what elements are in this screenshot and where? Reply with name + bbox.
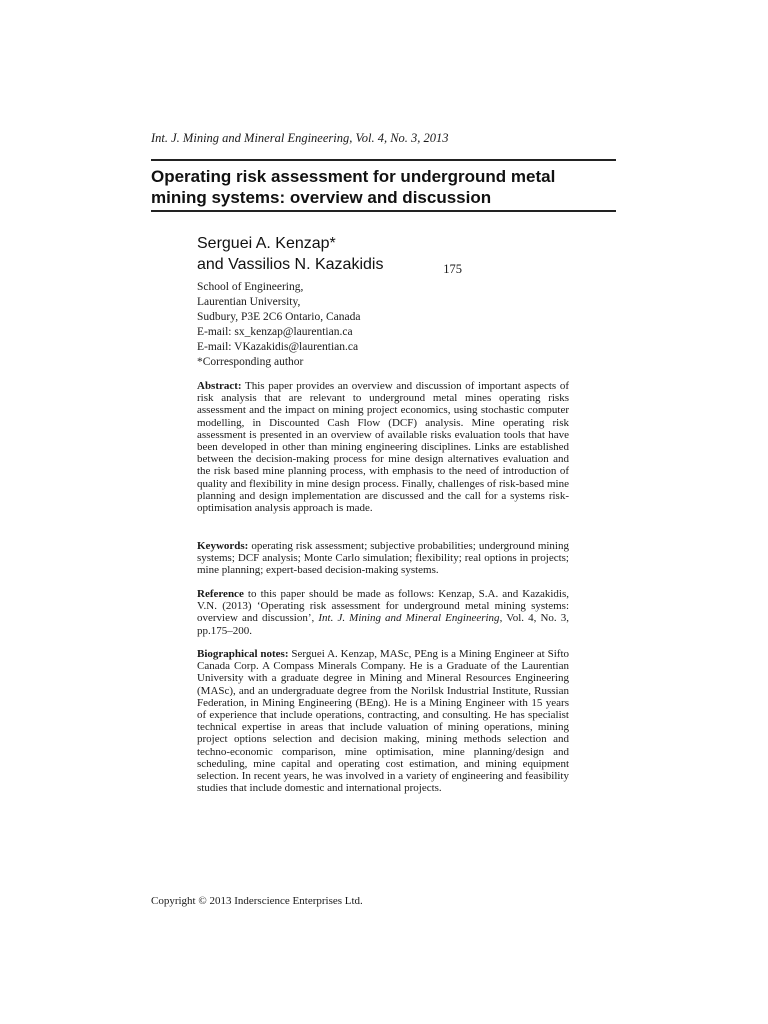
keywords [197,540,569,577]
reference [197,588,569,637]
reference-text: to this paper should be made as follows: Kenzap, S.A. and Kazakidis, V.N. (2013) ‘Operating risk assessment for underground metal mining systems: overview and discussion’, [197,588,570,625]
keywords-label: Keywords: [197,540,249,552]
title-rule-top [151,159,616,161]
author-line: and Vassilios N. Kazakidis [197,256,384,273]
affiliation-line: School of Engineering, [197,281,304,293]
author-line: Serguei A. Kenzap* [197,235,336,252]
paper-title [151,166,616,208]
affiliation-line: Laurentian University, [197,296,301,308]
bio-label: Biographical notes: [197,648,289,660]
affiliation [197,280,597,370]
abstract [197,380,569,514]
bio-text: Serguei A. Kenzap, MASc, PEng is a Mining Engineer at Sifto Canada Corp. A Compass Minerals Company. He is a Graduate of the Laurentian University with a graduate degree in Mining and Mineral Resources Engineering (MASc), and an undergraduate degree from the Norilsk Industrial Institute, Russian Federation, in Mining Engineering (BEng). He is a Mining Engineer with 15 years of experience that include operations, contracting, and consulting. He has specialist technical expertise in areas that include valuation of mining operations, mining project options selection and decision making, mining methods selection and techno-economic comparison, mine optimisation, mine planning/design and scheduling, mine capital and operating cost estimation, and mining equipment selection. In recent years, he was involved in a variety of engineering and feasibility studies that include domestic and international projects. [197,648,569,795]
abstract-label: Abstract: [197,380,242,392]
copyright: Copyright © 2013 Inderscience Enterprises Ltd. [151,895,363,907]
authors [197,233,597,275]
page-number: 175 [443,262,462,276]
affiliation-line: Sudbury, P3E 2C6 Ontario, Canada [197,311,361,323]
title-line: Operating risk assessment for underground metal [151,167,556,186]
title-line: mining systems: overview and discussion [151,188,492,207]
corresponding-author-note: *Corresponding author [197,356,304,368]
journal-citation: Int. J. Mining and Mineral Engineering, Vol. 4, No. 3, 2013 [151,131,449,145]
email-line: E-mail: sx_kenzap@laurentian.ca [197,326,353,338]
reference-label: Reference [197,588,244,600]
title-rule-bottom [151,210,616,212]
email-line: E-mail: VKazakidis@laurentian.ca [197,341,359,353]
reference-journal: Int. J. Mining and Mineral Engineering [318,612,500,625]
biographical-notes [197,648,569,794]
keywords-text: operating risk assessment; subjective probabilities; underground mining systems; DCF analysis; Monte Carlo simulation; flexibility; real options in projects; mine planning; expert-based decision-making systems. [197,540,569,577]
reference-volume: , Vol. 4, No. 3, pp.175–200. [197,612,570,637]
abstract-text: This paper provides an overview and discussion of important aspects of risk analysis that are relevant to underground metal mines operating risks assessment and the impact on mining project economics, using stochastic computer modelling, in Discounted Cash Flow (DCF) analysis. Mine operating risk assessment is presented in an overview of available risks evaluation tools that have been developed in other than mining engineering disciplines. Links are established between the decision-making process for mine design alternatives evaluation and the risk based mine planning process, with emphasis to the need of introduction of quality and flexibility in mine design process. Finally, challenges of risk-based mine planning and design implementation are discussed and the call for a systems risk-optimisation analysis approach is made. [197,380,569,515]
